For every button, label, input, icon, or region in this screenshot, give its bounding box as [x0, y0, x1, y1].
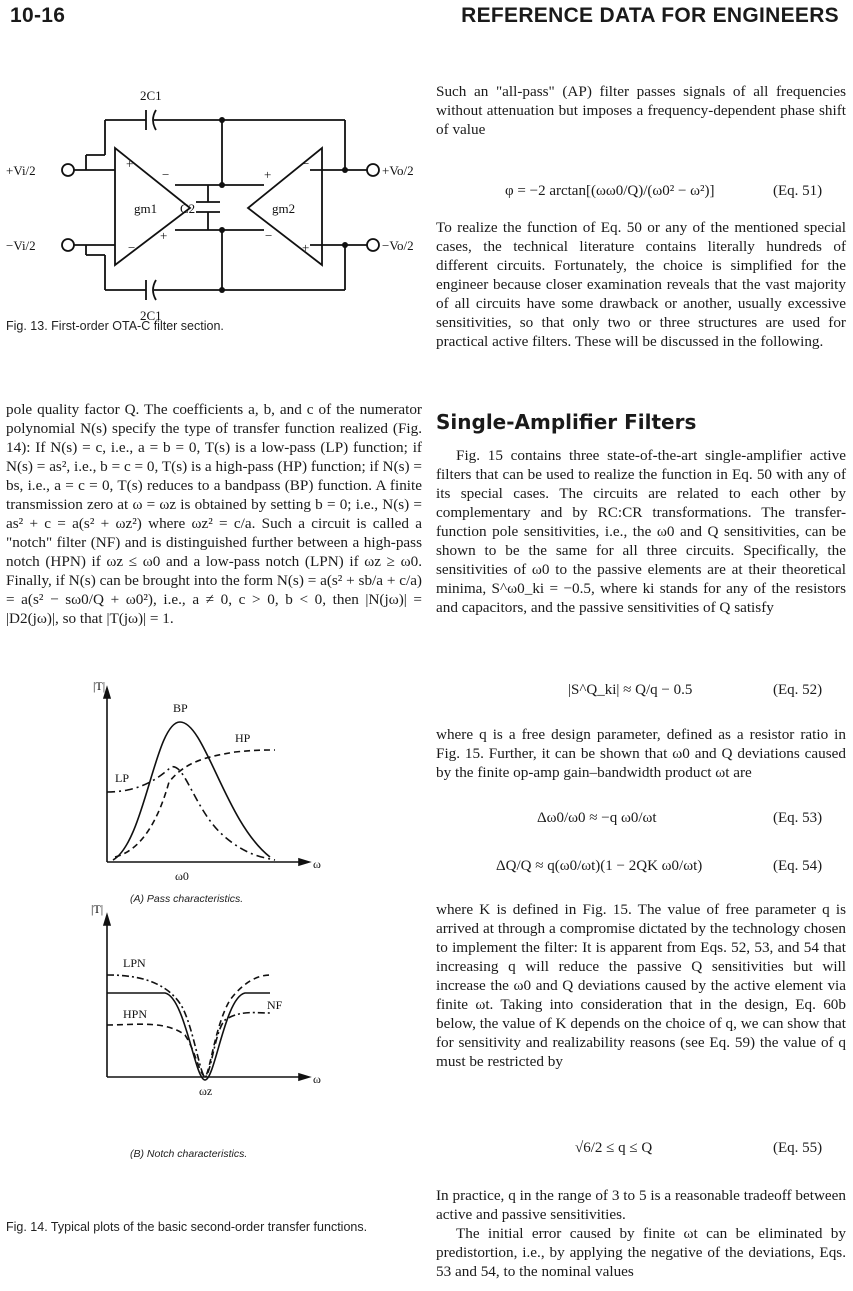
left-paragraph: pole quality factor Q. The coefficients a, b, and c of the numerator polynomial N(s) specify the type of transfer function realized (Fig. 14): If N(s) = c, i.e., a = b = 0, T(s) is a low-pass (LP) function; if N(s) = as², i.e., b = c = 0, T(s) is a high-pass (HP) function; if N(s) = bs, i.e., a = c = 0, T(s) reduces to a bandpass (BP) function. A finite transmission zero at ω = ωz is obtained by setting b = 0; i.e., N(s) = as² + c = a(s² + ωz²) where ωz² = c/a. Such a circuit is called a "notch" filter (NF) and is distinguished further between a high-pass notch (HPN) if ωz ≤ ω0 and a low-pass notch (LPN) if ωz ≥ ω0. Finally, if N(s) can be brought into the form N(s) = a(s² + sb/a + c/a) = a(s² − sω0/Q + ω0²), i.e., a ≠ 0, c > 0, b < 0, then |N(jω)| = |D2(jω)|, so that |T(jω)| = 1.	[6, 401, 422, 627]
section-heading: Single-Amplifier Filters	[436, 410, 697, 434]
label-gm2: gm2	[272, 201, 296, 216]
right-paragraph-2: To realize the function of Eq. 50 or any of the mentioned special cases, the technical literature contains literally hundreds of different circuits. Fortunately, the choice is simplified for the engineer because closer examination reveals that the vast majority of all circuits have some drawback or another, usually excessive sensitivities, so that only two or three structures are used for practical active filters. These will be discussed in the following.	[436, 219, 846, 350]
svg-text:+: +	[126, 156, 134, 171]
page-number: 10-16	[10, 4, 66, 27]
svg-text:−: −	[302, 156, 310, 171]
svg-text:+: +	[160, 228, 168, 243]
label-vi-plus: +Vi/2	[6, 163, 36, 178]
svg-text:−: −	[128, 240, 136, 255]
eq55: √6/2 ≤ q ≤ Q	[575, 1140, 653, 1156]
eq51: φ = −2 arctan[(ωω0/Q)/(ω0² − ω²)]	[505, 183, 715, 199]
fig14b-subcaption: (B) Notch characteristics.	[130, 1148, 248, 1160]
right-paragraph-1: Such an "all-pass" (AP) filter passes signals of all frequencies without attenuation but imposes a frequency-dependent phase shift of value	[436, 83, 846, 138]
right-paragraph-6: In practice, q in the range of 3 to 5 is a reasonable tradeoff between active and passive sensitivities.	[436, 1187, 846, 1223]
eq51-number: (Eq. 51)	[773, 183, 823, 199]
fig14a-plot	[85, 682, 325, 882]
fig14b-hpn-label: HPN	[123, 1007, 148, 1021]
label-gm1: gm1	[134, 201, 158, 216]
right-paragraph-3: Fig. 15 contains three state-of-the-art single-amplifier active filters that can be used to realize the function in Eq. 50 with any of its special cases. The circuits are related to each other by complementary and by RC:CR transformations. The transfer-function pole sensitivities, i.e., the ω0 and Q sensitivities, can be shown to be the same for all three circuits. Specifically, the sensitivities of ω0 to the passive elements are at their theoretical minima, S^ω0_ki = −0.5, where ki stands for any of the resistors and capacitors, and the passive sensitivities of Q satisfy	[436, 447, 846, 616]
eq55-number: (Eq. 55)	[773, 1140, 823, 1156]
eq54-number: (Eq. 54)	[773, 858, 823, 874]
right-paragraph-7: The initial error caused by finite ωt can be eliminated by predistortion, i.e., by applying the negative of the deviations, Eqs. 53 and 54, to the nominal values	[436, 1225, 846, 1280]
fig13-circuit	[0, 80, 420, 320]
fig14a-w0-label: ω0	[175, 869, 189, 882]
eq52: |S^Q_ki| ≈ Q/q − 0.5	[568, 682, 693, 698]
fig14a-lp-label: LP	[115, 771, 130, 785]
fig14a-subcaption: (A) Pass characteristics.	[130, 893, 244, 905]
eq53: Δω0/ω0 ≈ −q ω0/ωt	[537, 810, 657, 826]
fig14a-hp-label: HP	[235, 731, 251, 745]
right-paragraph-4: where q is a free design parameter, defined as a resistor ratio in Fig. 15. Further, it can be shown that ω0 and Q deviations caused by the finite op-amp gain–bandwidth product ωt are	[436, 726, 846, 781]
eq54: ΔQ/Q ≈ q(ω0/ωt)(1 − 2QK ω0/ωt)	[496, 858, 703, 874]
label-vo-plus: +Vo/2	[382, 163, 414, 178]
svg-text:−: −	[162, 167, 170, 182]
eq52-number: (Eq. 52)	[773, 682, 823, 698]
svg-text:−: −	[265, 228, 273, 243]
fig14b-xaxis-label: ω	[313, 1072, 321, 1086]
fig13-caption: Fig. 13. First-order OTA-C filter section.	[6, 319, 224, 333]
fig14b-yaxis-label: |T|	[91, 905, 104, 916]
fig14b-nf-label: NF	[267, 998, 283, 1012]
fig14a-xaxis-label: ω	[313, 857, 321, 871]
label-vi-minus: −Vi/2	[6, 238, 36, 253]
svg-text:+: +	[264, 167, 272, 182]
fig14b-lpn-label: LPN	[123, 956, 146, 970]
label-vo-minus: −Vo/2	[382, 238, 414, 253]
fig14a-yaxis-label: |T|	[93, 682, 106, 693]
right-paragraph-5: where K is defined in Fig. 15. The value of free parameter q is arrived at through a compromise dictated by the technology chosen to implement the filter: It is apparent from Eqs. 52, 53, and 54 that increasing q will reduce the passive Q sensitivities but will increase the ω0 and Q deviations caused by the active element via finite ωt. Taking into consideration that in the design, Eq. 60b below, the value of K depends on the choice of q, we can show that for sensitivity and realizability reasons (see Eq. 59) the value of q must be restricted by	[436, 901, 846, 1070]
label-2c1-bottom: 2C1	[140, 308, 162, 320]
fig14a-bp-label: BP	[173, 701, 188, 715]
svg-text:+: +	[302, 240, 310, 255]
fig14-caption: Fig. 14. Typical plots of the basic second-order transfer functions.	[6, 1220, 368, 1234]
fig14b-wz-label: ωz	[199, 1084, 213, 1098]
running-title: REFERENCE DATA FOR ENGINEERS	[461, 4, 839, 27]
fig14b-plot	[85, 905, 325, 1105]
label-c2: C2	[180, 201, 196, 216]
label-2c1-top: 2C1	[140, 88, 162, 103]
eq53-number: (Eq. 53)	[773, 810, 823, 826]
